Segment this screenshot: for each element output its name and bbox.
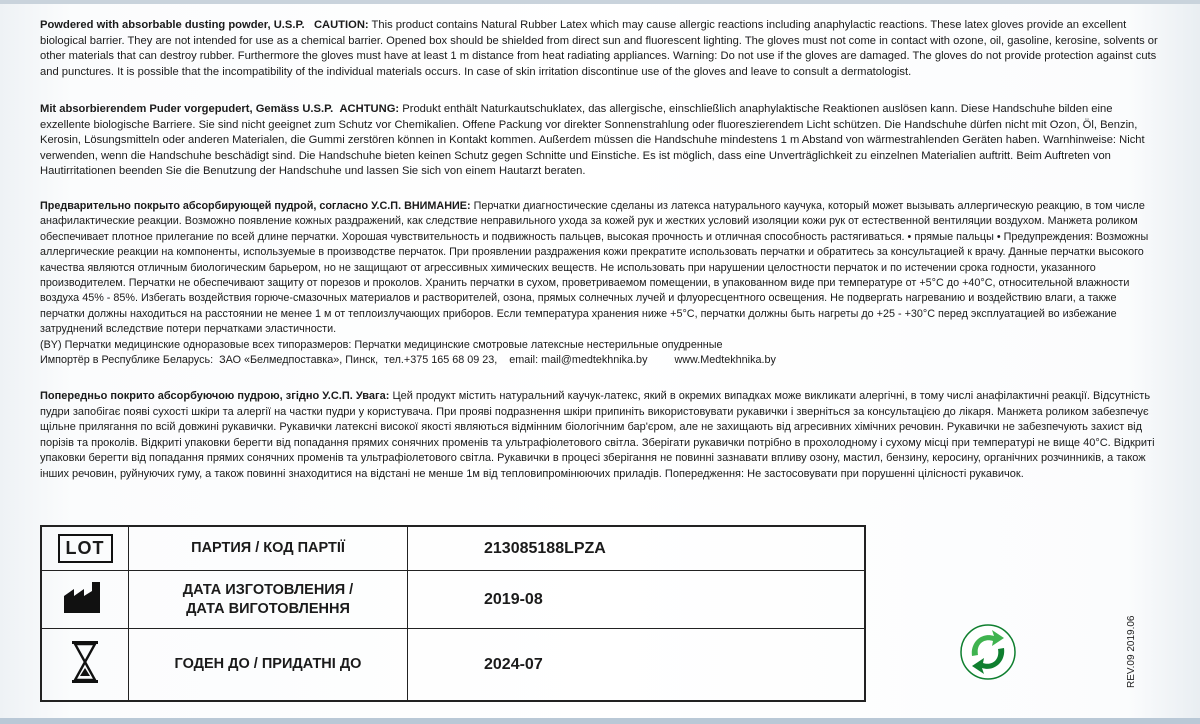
table-row	[41, 526, 865, 571]
manufacture-date-label	[129, 571, 408, 629]
english-section	[40, 18, 1160, 80]
factory-icon	[62, 580, 108, 614]
expiry-symbol-cell	[41, 629, 129, 701]
russian-section	[40, 199, 1160, 368]
english-lead: Powdered with absorbable dusting powder, U.S.P.	[40, 19, 305, 31]
ukrainian-section	[40, 389, 1160, 483]
ukrainian-lead: Попередньо покрито абсорбуючою пудрою, згідно У.С.П.	[40, 390, 353, 402]
revision-text: REV.09 2019.06	[1126, 615, 1137, 688]
russian-caution: ВНИМАНИЕ:	[404, 200, 471, 212]
manufacture-label-line1: ДАТА ИЗГОТОВЛЕНИЯ /	[182, 581, 354, 598]
expiry-value: 2024-07	[408, 629, 866, 701]
green-dot-recycle-icon	[960, 624, 1016, 680]
ukrainian-caution: Увага:	[355, 390, 390, 402]
manufacture-label-line2: ДАТА ВИГОТОВЛЕННЯ	[186, 600, 350, 617]
lot-info-table	[40, 525, 866, 702]
table-row	[41, 629, 865, 701]
manufacture-symbol-cell	[41, 571, 129, 629]
russian-lead: Предварительно покрыто абсорбирующей пудрой, согласно У.С.П.	[40, 200, 402, 212]
russian-body: Перчатки диагностические сделаны из латекса натурального каучука, который может вызывать аллергическую реакцию, в том числе анафилактические реакции. Возможно появление кожных раздражений, как следствие неправильного ухода за кожей рук и жестких условий изоляции кожи рук от естественной вентиляции воздухом. Манжета роликом обеспечивает плотное прилегание по всей длине перчатки. Хорошая чувствительность и подвижность пальцев, высокая прочность и отличная способность растягиваться. • прямые пальцы • Предупреждения: Возможны аллергические реакции на компоненты, используемые в производстве перчаток. При проявлении раздражения кожи прекратите использовать перчатки и обратитесь за консультацией к врачу. Данные перчатки высокого качества являются отличным биологическим барьером, но не защищают от агрессивных химических веществ. Не использовать при нарушении целостности перчаток и по истечении срока годности, указанного производителем. Перчатки не обеспечивают защиту от порезов и проколов. Хранить перчатки в сухом, проветриваемом помещении, в упакованном виде при температуре от +5°С до +40°С, относительной влажности воздуха 45% - 85%. Избегать воздействия горюче-смазочных материалов и растворителей, озона, прямых солнечных лучей и флуоресцентного освещения. Не подвергать нагреванию и воздействию влаги, а также перчатки должны находиться на расстоянии не менее 1 м от теплоизлучающих приборов. Если температура хранения ниже +5°С, перчатки должны быть нагреты до +25 - +30°С перед эксплуатацией во избежание затруднений вследствие потери перчатками эластичности.	[40, 200, 1149, 336]
expiry-label: ГОДЕН ДО / ПРИДАТНІ ДО	[129, 629, 408, 701]
english-caution: CAUTION:	[313, 19, 369, 31]
lot-symbol-cell	[41, 526, 129, 571]
manufacture-date-value: 2019-08	[408, 571, 866, 629]
lot-value: 213085188LPZA	[408, 526, 866, 571]
german-caution: ACHTUNG:	[339, 103, 400, 115]
lot-icon: LOT	[58, 534, 113, 563]
lot-label: ПАРТИЯ / КОД ПАРТІЇ	[129, 526, 408, 571]
russian-importer: Импортёр в Республике Беларусь: ЗАО «Белмедпоставка», Пинск, тел.+375 165 68 09 23, email: mail@medtekhnika.by www.Medtekhnika.by	[40, 354, 776, 367]
russian-by-line: (BY) Перчатки медицинские одноразовые всех типоразмеров: Перчатки медицинские смотровые латексные нестерильные опудренные	[40, 338, 723, 351]
hourglass-icon	[70, 640, 100, 684]
ukrainian-body: Цей продукт містить натуральний каучук-латекс, який в окремих випадках може викликати алергічні, в тому числі анафілактичні реакції. Відсутність пудри запобігає появі сухості шкіри та алергії на частки пудри у користувача. При прояві подразнення шкіри припиніть використовувати рукавички і зверніться за консультацією до лікаря. Манжета роликом забезпечує щільне прилягання по всій довжині рукавички. Рукавички латексні високої якості являються відмінним біологічним бар'єром, але не захищають від агресивних хімічних речовин. Рукавички не забезпечують захист від порізів та проколів. Відкриті упаковки берегти від попадання прямих сонячних променів та ультрафіолетового світла. Зберігати рукавички потрібно в прохолодному і сухому місці при температурі не вище 40°С. Відкриті упаковки берегти від попадання прямих сонячних променів та ультрафіолетового світла. Рукавички в процесі зберігання не повинні зазнавати впливу озону, мастил, бензину, керосину, органічних розчинників, а також інших речовин, руйнуючих гуму, а також повинні знаходитися на відстані не менше 1м від тепловипромінюючих приладів. Попередження: Не застосовувати при порушенні цілісності рукавичок.	[40, 390, 1155, 480]
table-row	[41, 571, 865, 629]
german-lead: Mit absorbierendem Puder vorgepudert, Gemäss U.S.P.	[40, 103, 334, 115]
english-body: This product contains Natural Rubber Latex which may cause allergic reactions including anaphylactic reactions. These latex gloves provide an excellent biological barrier. They are not intended for use as a chemical barrier. Opened box should be shielded from direct sun and fluorescent lighting. The gloves must not come in contact with ozone, oil, gasoline, kerosine, solvents or other materials that can destroy rubber. Furthermore the gloves must have at least 1 m distance from heat radiating appliances. Warning: Do not use if the gloves are damaged. The gloves do not provide protection against cuts and punctures. It is possible that the incompatibility of the individual materials occurs. In case of skin irritation discontinue use of the gloves and leave to consult a dermatologist.	[40, 19, 1158, 78]
german-body: Produkt enthält Naturkautschuklatex, das allergische, einschließlich anaphylaktische Reaktionen auslösen kann. Diese Handschuhe bilden eine exzellente biologische Barriere. Sie sind nicht geeignet zum Schutz vor Chemikalien. Offene Packung vor direkter Sonnenstrahlung oder fluoreszierendem Licht schützen. Die Handschuhe dürfen nicht mit Ozon, Öl, Benzin, Kerosin, Lösungsmitteln oder anderen Materialen, die Gummi zerstören können in Kontakt kommen. Außerdem müssen die Handschuhe mindestens 1 m Abstand von wärmestrahlenden Geräten haben. Warnhinweise: Nicht verwenden, wenn die Handschuhe beschädigt sind. Die Handschuhe bieten keinen Schutz gegen Schnitte und Einstiche. Es ist möglich, dass eine Unverträglichkeit zu einzelnen Materialien auftritt. Beim Auftreten von Hautirritationen beenden Sie die Benutzung der Handschuhe und lassen Sie sich von einem Hautarzt beraten.	[40, 103, 1145, 178]
german-section	[40, 102, 1160, 180]
